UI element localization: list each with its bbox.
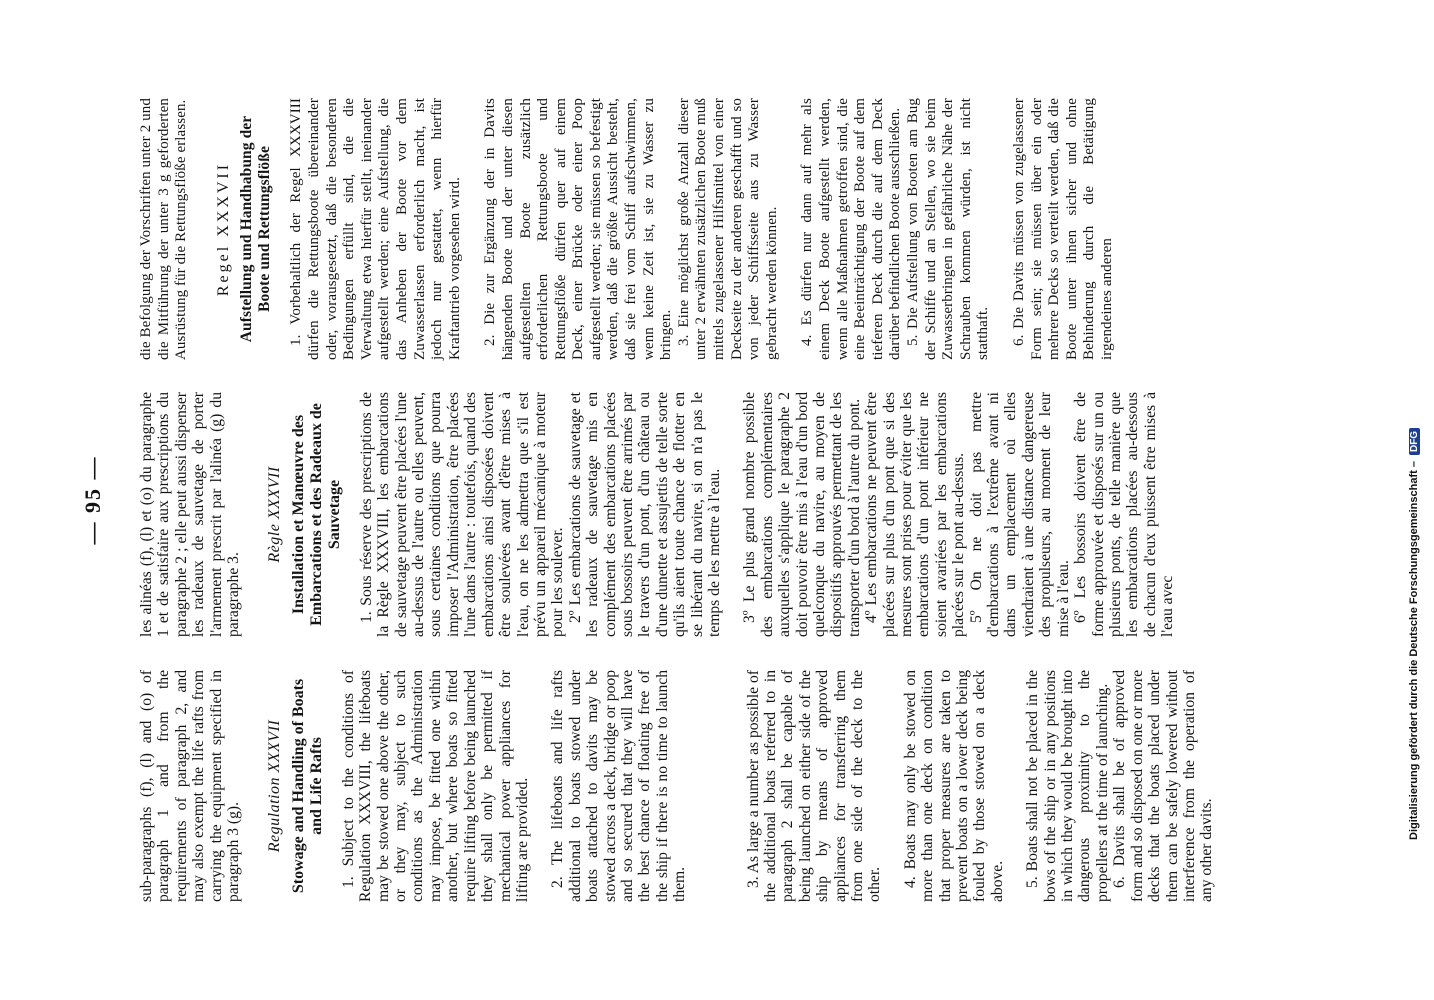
german-paragraph-5: 5. Die Aufstellung von Booten am Bug der Schiffe und an Stellen, wo sie beim Zuwasserbringen in gefährliche Nähe der Schrauben kommen würden, ist nicht statthaft. [904, 98, 992, 360]
french-paragraph-1: 1. Sous réserve des prescriptions de la Règle XXXVIII, les embarcations de sauvetage peuvent être placées l'une au-dessus de l'autre ou elles peuvent, sous certaines conditions que pourra imposer l'Administration, être placées l'une dans l'autre : toutefois, quand des embarcations ainsi disposées doivent être soulevées avant d'être mises à l'eau, on ne les admettra que s'il est prévu un appareil mécanique à moteur pour les soulever. [357, 392, 567, 637]
german-paragraph-3: 3. Eine möglichst große Anzahl dieser unter 2 erwähnten zusätzlichen Boote muß mittels zugelassener Hilfsmittel von einer Deckseite zu der anderen geschafft und so von jeder Schiffsseite aus zu Wasser gebracht werden können. [675, 98, 780, 360]
german-paragraph-4: 4. Es dürfen nur dann auf mehr als einem Deck Boote aufgestellt werden, wenn alle Maßnahmen getroffen sind, die eine Beeinträchtigung der Boote auf dem tieferen Deck durch die auf dem Deck darüber befindlichen Boote ausschließen. [799, 98, 904, 360]
french-paragraph-2: 2º Les embarcations de sauvetage et les radeaux de sauvetage mis en complément des embarcations placées sous bossoirs peuvent être arrimés par le travers d'un pont, d'un château ou d'une dunette et assujettis de telle sorte qu'ils aient toute chance de flotter en se libérant du navire, si on n'a pas le temps de les mettre à l'eau. [566, 392, 723, 637]
german-paragraph-2: 2. Die zur Ergänzung der in Davits hängenden Boote und der unter diesen aufgestellten Boote zusätzlich erforderlichen Rettungsboote und Rettungsflöße dürfen quer auf einem Deck, einer Brücke oder einer Poop aufgestellt werden; sie müssen so befestigt werden, daß die größte Aussicht besteht, daß sie frei vom Schiff aufschwimmen, wenn keine Zeit ist, sie zu Wasser zu bringen. [482, 98, 675, 360]
english-paragraph-5: 5. Boats shall not be placed in the bows of the ship or in any positions in which they would be brought into dangerous proximity to the propellers at the time of launching. [1024, 670, 1111, 902]
french-paragraph-6: 6º Les bossoirs doivent être de forme approuvée et disposés sur un ou plusieurs ponts, de telle manière que les embarcations placées au-dessous de chacun d'eux puissent être mises à l'eau avec [1072, 392, 1177, 637]
french-column [138, 392, 1177, 637]
french-paragraph-4: 4º Les embarcations ne peuvent être placées sur plus d'un pont que si des mesures sont prises pour éviter que les embarcations d'un pont inférieur ne soient avariées par les embarcations placées sur le pont au-dessus. [863, 392, 968, 637]
german-regulation-title: Regel XXXVII [214, 161, 232, 297]
french-regulation-subtitle: Installation et Manœuvre des Embarcations et des Radeaux de Sauvetage [289, 403, 343, 626]
english-paragraph-2: 2. The lifeboats and life rafts additional to boats stowed under boats attached to davits may be stowed across a deck, bridge or poop and so secured that they will have the best chance of floating free of the ship if there is no time to launch them. [549, 670, 689, 902]
french-continuation: les alinéas (f), (l) et (o) du paragraphe 1 et de satisfaire aux prescriptions du paragraphe 2 ; elle peut aussi dispenser les radeaux de sauvetage de porter l'armement prescrit par l'alinéa (g) du paragraphe 3. [138, 392, 243, 637]
credit-text: Digitalisierung gefördert durch die Deutsche Forschungsgemeinschaft – [1408, 461, 1420, 840]
french-paragraph-3: 3º Le plus grand nombre possible des embarcations complémentaires auxquelles s'applique le paragraphe 2 doit pouvoir être mis à l'eau d'un bord quelconque du navire, au moyen de dispositifs approuvés permettant de les transporter d'un bord à l'autre du pont. [741, 392, 863, 637]
german-regulation-subtitle: Aufstellung und Handhabung der Boote und Rettungsflöße [238, 115, 274, 343]
french-paragraph-5: 5º On ne doit pas mettre d'embarcations à l'extrême avant ni dans un emplacement où elles viendraient à une distance dangereuse des propulseurs, au moment de leur mise à l'eau. [967, 392, 1072, 637]
english-paragraph-1: 1. Subject to the conditions of Regulation XXXVIII, the lifeboats may be stowed one above the other, or they may, subject to such conditions as the Administration may impose, be fitted one within another, but where boats so fitted require lifting before being launched they shall only be permitted if mechanical power appliances for lifting are provided. [339, 670, 531, 902]
german-continuation: die Befolgung der Vorschriften unter 2 und die Mitführung der unter 3 g geforderten Ausrüstung für die Rettungsflöße erlassen. [138, 98, 190, 360]
english-regulation-subtitle: Stowage and Handling of Boats and Life Rafts [289, 678, 325, 894]
english-paragraph-4: 4. Boats may only be stowed on more than one deck on condition that proper measures are taken to prevent boats on a lower deck being fouled by those stowed on a deck above. [901, 670, 1006, 902]
digitization-credit [1408, 428, 1420, 840]
page-number: — 95 — [80, 455, 105, 545]
english-continuation: sub-paragraphs (f), (l) and (o) of paragraph 1 and from the requirements of paragraph 2, and may also exempt the life rafts from carrying the equipment specified in paragraph 3 (g). [138, 670, 243, 902]
english-paragraph-6: 6. Davits shall be of approved form and so disposed on one or more decks that the boats placed under them can be safely lowered without interference from the operation of any other davits. [1111, 670, 1216, 902]
dfg-logo-icon: DFG [1409, 428, 1420, 455]
english-column [138, 670, 1216, 902]
english-paragraph-3: 3. As large a number as possible of the additional boats referred to in paragraph 2 shall be capable of being launched on either side of the ship by means of approved appliances for transferring them from one side of the deck to the other. [744, 670, 884, 902]
german-column [138, 98, 1138, 360]
german-paragraph-1: 1. Vorbehaltlich der Regel XXXVIII dürfen die Rettungsboote übereinander oder, vorausgesetzt, daß die besonderen Bedingungen erfüllt sind, die die Verwaltung etwa hierfür stellt, ineinander aufgestellt werden; eine Aufstellung, die das Anheben der Boote vor dem Zuwasserlassen erforderlich macht, ist jedoch nur gestattet, wenn hierfür Kraftantrieb vorgesehen wird. [288, 98, 463, 360]
french-regulation-title: Règle XXXVII [266, 466, 284, 563]
english-regulation-title: Regulation XXXVII [266, 719, 284, 853]
german-paragraph-6: 6. Die Davits müssen von zugelassener Form sein; sie müssen über ein oder mehrere Decks so verteilt werden, daß die Boote unter ihnen sicher und ohne Behinderung durch die Betätigung irgendeines anderen [1010, 98, 1115, 360]
